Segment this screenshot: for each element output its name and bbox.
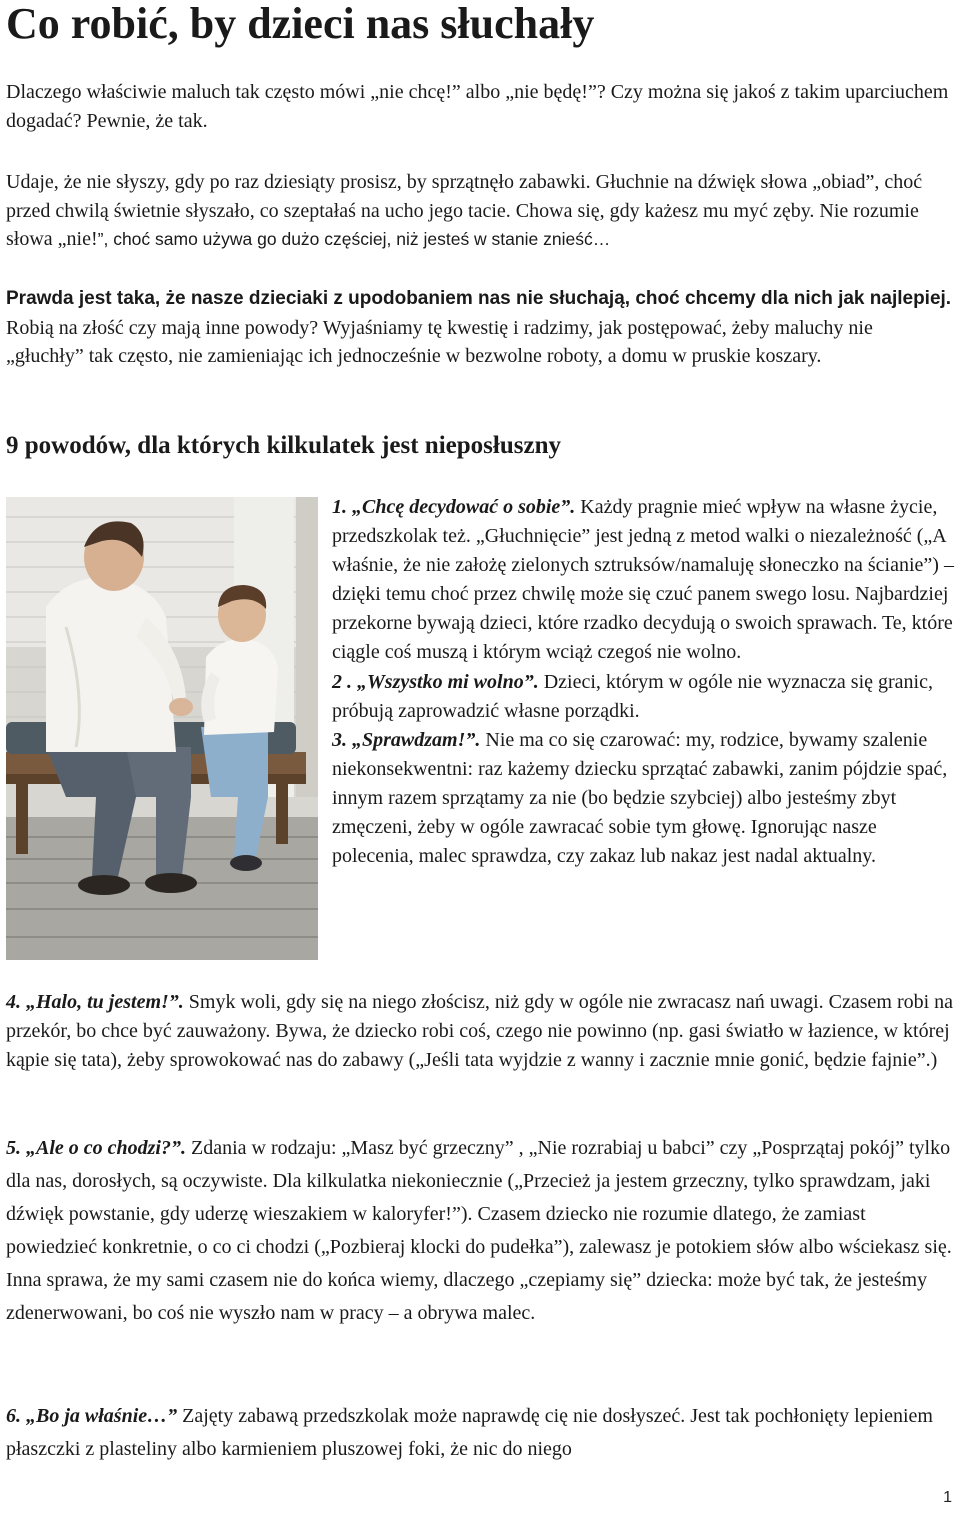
reason-6-text: Zajęty zabawą przedszkolak może naprawdę cię nie dosłyszeć. Jest tak pochłonięty lepieniem płaszczki z plasteliny albo karmieniem pluszowej foki, że nic do niego (6, 1405, 933, 1460)
reason-4-title: 4. „Halo, tu jestem!”. (6, 991, 184, 1013)
reason-3-title: 3. „Sprawdzam!”. (332, 728, 481, 751)
reason-4 (6, 988, 954, 1075)
reason-1-title: 1. „Chcę decydować o sobie”. (332, 496, 576, 518)
reason-2-title: 2 . „Wszystko mi wolno”. (332, 670, 539, 693)
reason-2-text: Dzieci, którym w ogóle nie wyznacza się granic, próbują zaprowadzić własne porządki. (332, 670, 933, 722)
udaje-text-sans: ”, choć samo używa go dużo częściej, niż jesteś w stanie znieść… (97, 229, 611, 249)
page-title: Co robić, by dzieci nas słuchały (6, 0, 595, 48)
reason-6 (6, 1400, 954, 1466)
reason-4-text: Smyk woli, gdy się na niego złościsz, niż gdy w ogóle nie zwracasz nań uwagi. Czasem robi na przekór, bo chce być zauważony. Bywa, że dziecko robi coś, czego nie powinno (np. gasi światło w łazience, w której kąpie się tata), żeby sprowokować nas do zabawy („Jeśli tata wyjdzie z wanny i zacznie mnie gonić, będzie fajnie”.) (6, 991, 954, 1071)
reason-5 (6, 1132, 954, 1330)
intro-paragraph: Dlaczego właściwie maluch tak często mówi „nie chcę!” albo „nie będę!”? Czy można się jakoś z takim uparciuchem dogadać? Pewnie, że tak. (6, 81, 949, 132)
reasons-1-3 (332, 493, 958, 871)
prawda-bold: Prawda jest taka, że nasze dzieciaki z upodobaniem nas nie słuchają, choć chcemy dla nich jak najlepiej. (6, 288, 952, 309)
father-son-photo (6, 497, 318, 960)
page-number: 1 (943, 1489, 952, 1506)
udaje-paragraph (6, 168, 954, 254)
udaje-text: Udaje, że nie słyszy, gdy po raz dziesiąty prosisz, by sprzątnęło zabawki. Głuchnie na dźwięk słowa „obiad”, choć przed chwilą świetnie słyszało, co szeptałaś na ucho jego tacie. Chowa się, gdy każesz mu myć zęby. Nie rozumie słowa „nie! (6, 171, 923, 250)
reason-5-text: Zdania w rodzaju: „Masz być grzeczny” , „Nie rozrabiaj u babci” czy „Posprzątaj pokój” tylko dla nas, dorosłych, są oczywiste. Dla kilkulatka niekoniecznie („Przecież ja jestem grzeczny, tylko sprawdzam, jaki dźwięk powstanie, gdy uderzę wieszakiem w kaloryfer!”). Czasem dziecko nie rozumie dlatego, że zamiast powiedzieć konkretnie, o co ci chodzi („Pozbieraj klocki do pudełka”), zalewasz je potokiem słów albo wściekasz się. Inna sprawa, że my sami czasem nie do końca wiemy, dlaczego „czepiamy się” dziecka: może być tak, że jesteśmy zdenerwowani, bo coś nie wyszło nam w pracy – a obrywa malec. (6, 1137, 952, 1324)
reason-1-text: Każdy pragnie mieć wpływ na własne życie, przedszkolak też. „Głuchnięcie” jest jedną z metod walki o niezależność („A właśnie, że nie założę zielonych sztruksów/namaluję słoneczko na ścianie”) – dzięki temu choć przez chwilę może się czuć panem swego losu. Najbardziej przekorne bywają dzieci, które rzadko decydują o swoich sprawach. Te, które ciągle coś muszą i którym wciąż czegoś nie wolno. (332, 496, 954, 664)
reason-3-text: Nie ma co się czarować: my, rodzice, bywamy szalenie niekonsekwentni: raz każemy dziecku sprzątać zabawki, zanim pójdzie spać, innym razem sprzątamy za nie (bo będzie szybciej) albo jesteśmy zbyt zmęczeni, żeby w ogóle zawracać sobie tym głowę. Ignorując nasze polecenia, malec sprawdza, czy zakaz lub nakaz jest nadal aktualny. (332, 728, 948, 868)
reason-6-title: 6. „Bo ja właśnie…” (6, 1405, 178, 1427)
prawda-paragraph (6, 284, 954, 371)
reason-5-title: 5. „Ale o co chodzi?”. (6, 1137, 186, 1159)
prawda-rest: Robią na złość czy mają inne powody? Wyjaśniamy tę kwestię i radzimy, jak postępować, żeby maluchy nie „głuchły” tak często, nie zamieniając ich jednocześnie w bezwolne roboty, a domu w pruskie koszary. (6, 316, 873, 367)
section-heading: 9 powodów, dla których kilkulatek jest nieposłuszny (6, 432, 561, 459)
